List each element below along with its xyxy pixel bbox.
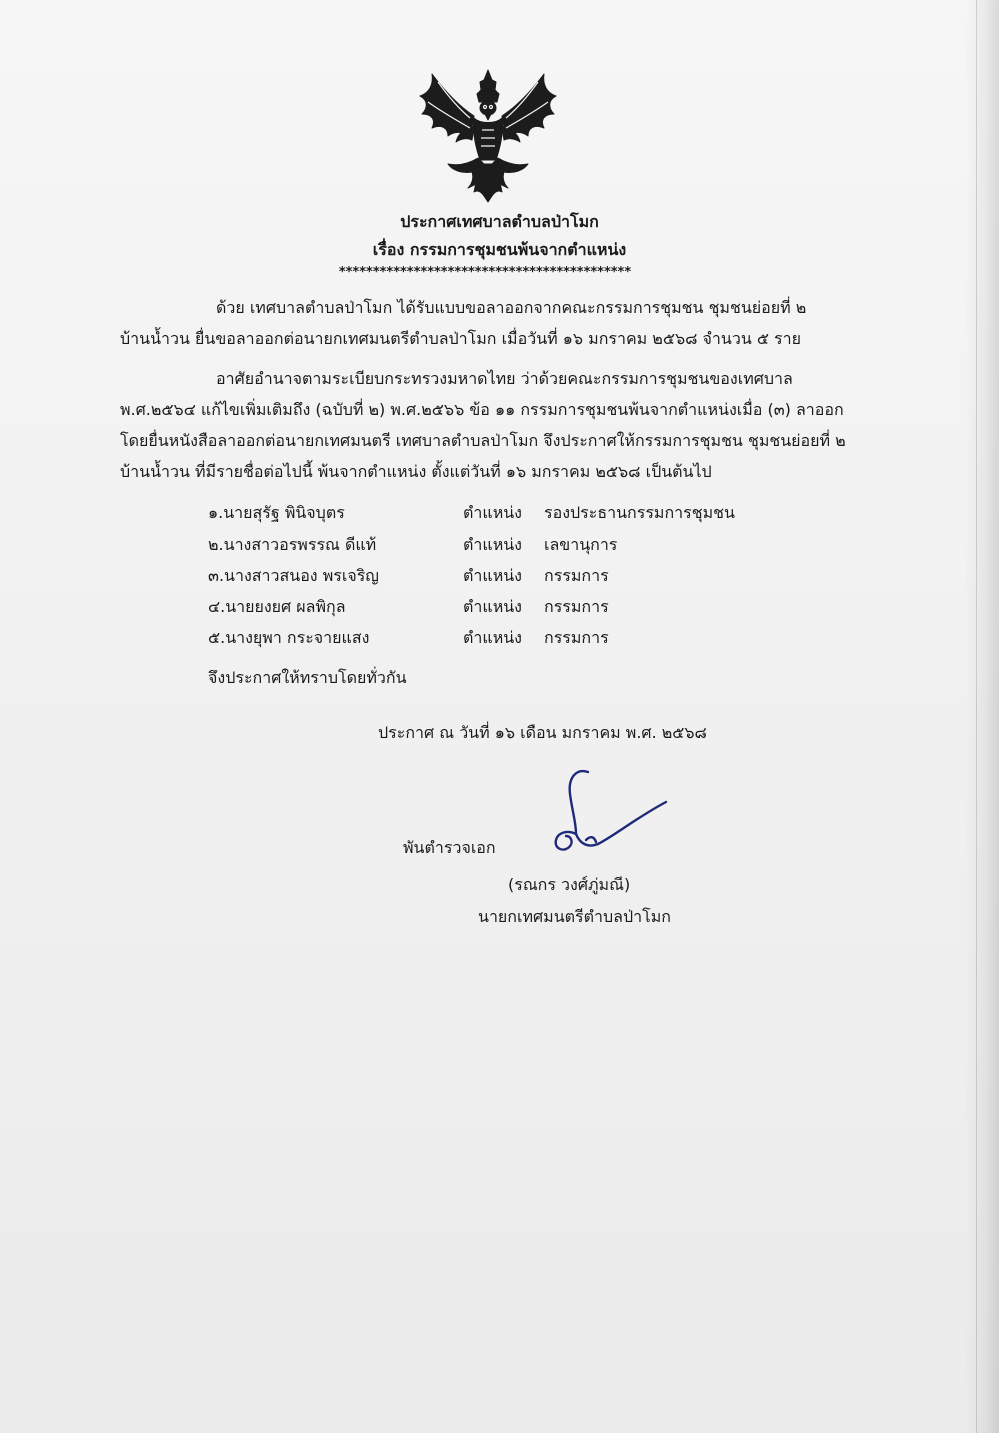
paragraph-1-line-1: ด้วย เทศบาลตำบลป่าโมก ได้รับแบบขอลาออกจากคณะกรรมการชุมชน ชุมชนย่อยที่ ๒ [216,298,807,317]
member-position: กรรมการ [544,628,609,647]
member-position-label: ตำแหน่ง [463,566,522,585]
member-position-label: ตำแหน่ง [463,535,522,554]
member-position: เลขานุการ [544,535,618,554]
member-row [208,503,768,525]
signatory-name: (รณกร วงศ์ภู่มณี) [508,875,631,894]
member-row [208,535,768,557]
member-position: รองประธานกรรมการชุมชน [544,503,735,522]
member-name: ๑.นายสุรัฐ พินิจบุตร [208,503,345,522]
closing-line: จึงประกาศให้ทราบโดยทั่วกัน [208,668,407,687]
member-row [208,628,768,650]
member-position-label: ตำแหน่ง [463,503,522,522]
member-name: ๓.นางสาวสนอง พรเจริญ [208,566,379,585]
member-name: ๔.นายยงยศ ผลพิกุล [208,597,346,616]
paragraph-2-line-1: อาศัยอำนาจตามระเบียบกระทรวงมหาดไทย ว่าด้วยคณะกรรมการชุมชนของเทศบาล [216,369,793,388]
paragraph-1-line-2: บ้านน้ำวน ยื่นขอลาออกต่อนายกเทศมนตรีตำบลป่าโมก เมื่อวันที่ ๑๖ มกราคม ๒๕๖๘ จำนวน ๕ ราย [120,329,801,348]
paragraph-2-line-3: โดยยื่นหนังสือลาออกต่อนายกเทศมนตรี เทศบาลตำบลป่าโมก จึงประกาศให้กรรมการชุมชน ชุมชนย่อยที่ ๒ [120,431,846,450]
handwritten-signature [546,764,672,858]
member-name: ๕.นางยุพา กระจายแสง [208,628,370,647]
announcement-title: ประกาศเทศบาลตำบลป่าโมก [400,212,599,231]
paragraph-2-line-2: พ.ศ.๒๕๖๔ แก้ไขเพิ่มเติมถึง (ฉบับที่ ๒) พ.ศ.๒๕๖๖ ข้อ ๑๑ กรรมการชุมชนพ้นจากตำแหน่งเมื่อ (๓) ลาออก [120,400,844,419]
garuda-emblem-icon [414,68,562,204]
separator-line: ******************************************* [338,265,632,280]
paragraph-2-line-4: บ้านน้ำวน ที่มีรายชื่อต่อไปนี้ พ้นจากตำแหน่ง ตั้งแต่วันที่ ๑๖ มกราคม ๒๕๖๘ เป็นต้นไป [120,462,712,481]
member-row [208,566,768,588]
signatory-rank: พันตำรวจเอก [403,838,496,857]
member-row [208,597,768,619]
member-name: ๒.นางสาวอรพรรณ ดีแท้ [208,535,377,554]
signatory-title: นายกเทศมนตรีตำบลป่าโมก [478,907,671,926]
member-position: กรรมการ [544,597,609,616]
member-position-label: ตำแหน่ง [463,628,522,647]
member-position-label: ตำแหน่ง [463,597,522,616]
announcement-subject: เรื่อง กรรมการชุมชนพ้นจากตำแหน่ง [372,240,627,259]
announcement-date: ประกาศ ณ วันที่ ๑๖ เดือน มกราคม พ.ศ. ๒๕๖๘ [378,723,707,742]
member-position: กรรมการ [544,566,609,585]
